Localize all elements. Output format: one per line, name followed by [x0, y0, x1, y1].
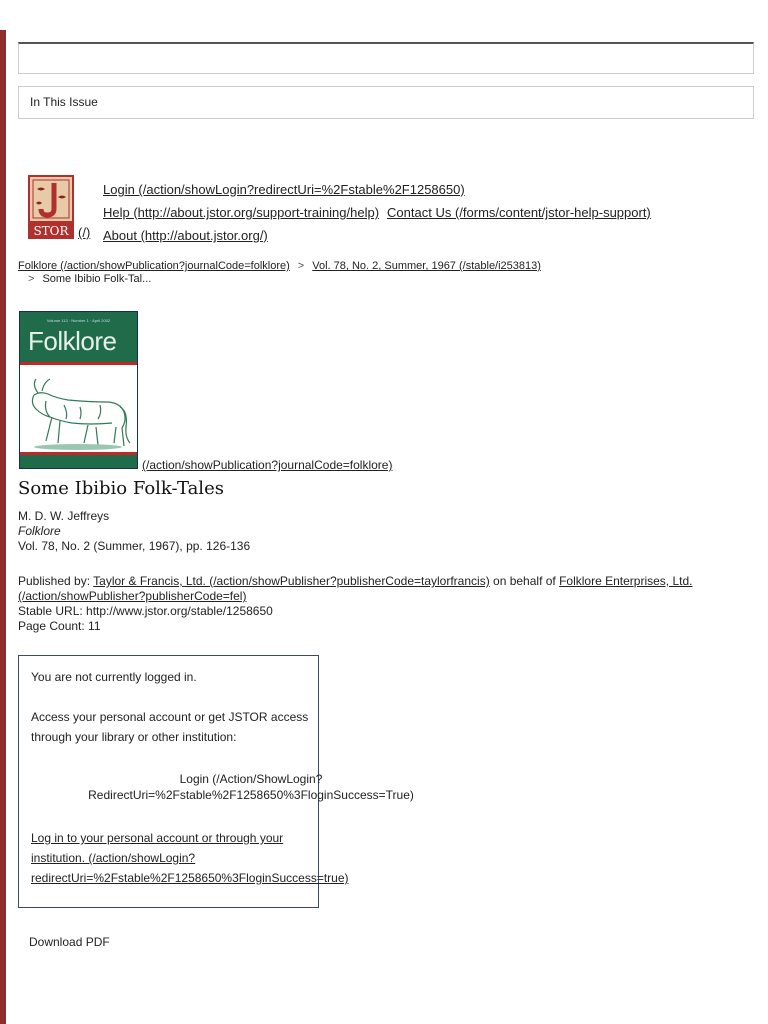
article-author: M. D. W. Jeffreys	[18, 509, 110, 523]
cover-volume-line: Volume 113 · Number 1 · April 2002	[46, 318, 111, 323]
login-panel	[18, 655, 414, 908]
published-by-label: Published by:	[18, 574, 91, 588]
breadcrumb-separator: >	[28, 273, 35, 285]
article-title: Some Ibibio Folk-Tales	[18, 478, 224, 499]
journal-cover-link[interactable]: (/action/showPublication?journalCode=folklore)	[142, 458, 393, 472]
article-meta	[18, 509, 250, 554]
help-link[interactable]: Help (http://about.jstor.org/support-training/help)	[103, 205, 380, 220]
login-prompt-text: Access your personal account or get JSTOR access through your library or other institution:	[31, 710, 309, 744]
breadcrumb-journal-link[interactable]: Folklore (/action/showPublication?journalCode=folklore)	[18, 260, 290, 272]
left-accent-stripe	[0, 30, 6, 1024]
login-button[interactable]: Login (/Action/ShowLogin? RedirectUri=%2Fstable%2F1258650%3FloginSuccess=True)	[88, 772, 414, 802]
personal-account-login-link[interactable]: Log in to your personal account or through your institution. (/action/showLogin?redirectUri=%2Fstable%2F1258650%3FloginSuccess=true)	[31, 831, 349, 885]
cover-title: Folklore	[28, 326, 117, 356]
article-journal: Folklore	[18, 524, 61, 538]
logo-home-link[interactable]: (/)	[78, 225, 91, 240]
about-link[interactable]: About (http://about.jstor.org/)	[103, 228, 268, 243]
in-this-issue-label: In This Issue	[30, 95, 98, 109]
download-pdf-button[interactable]: Download PDF	[29, 935, 110, 949]
jstor-logo-icon[interactable]	[28, 175, 74, 239]
logo-text: STOR	[33, 224, 69, 238]
breadcrumb-issue-link[interactable]: Vol. 78, No. 2, Summer, 1967 (/stable/i253813)	[312, 260, 541, 272]
header-nav	[103, 178, 659, 247]
article-citation: Vol. 78, No. 2 (Summer, 1967), pp. 126-136	[18, 539, 251, 553]
login-status-text: You are not currently logged in.	[31, 670, 197, 684]
cover-goat-illustration	[20, 365, 137, 452]
journal-cover-image[interactable]	[19, 311, 138, 469]
stable-url: Stable URL: http://www.jstor.org/stable/1258650	[18, 604, 273, 618]
publisher-link[interactable]: Taylor & Francis, Ltd. (/action/showPublisher?publisherCode=taylorfrancis)	[93, 574, 490, 588]
breadcrumb	[18, 260, 541, 286]
publication-info	[18, 574, 748, 634]
login-link[interactable]: Login (/action/showLogin?redirectUri=%2Fstable%2F1258650)	[103, 182, 465, 197]
on-behalf-label: on behalf of	[493, 574, 556, 588]
in-this-issue-button[interactable]	[18, 86, 754, 119]
search-input[interactable]	[18, 42, 754, 74]
breadcrumb-separator: >	[297, 260, 305, 272]
contact-us-link[interactable]: Contact Us (/forms/content/jstor-help-support)	[387, 205, 651, 220]
page-count: Page Count: 11	[18, 619, 101, 633]
on-behalf-publisher-link[interactable]: Folklore Enterprises, Ltd. (/action/showPublisher?publisherCode=fel)	[18, 574, 693, 603]
breadcrumb-current: Some Ibibio Folk-Tal...	[42, 273, 152, 285]
